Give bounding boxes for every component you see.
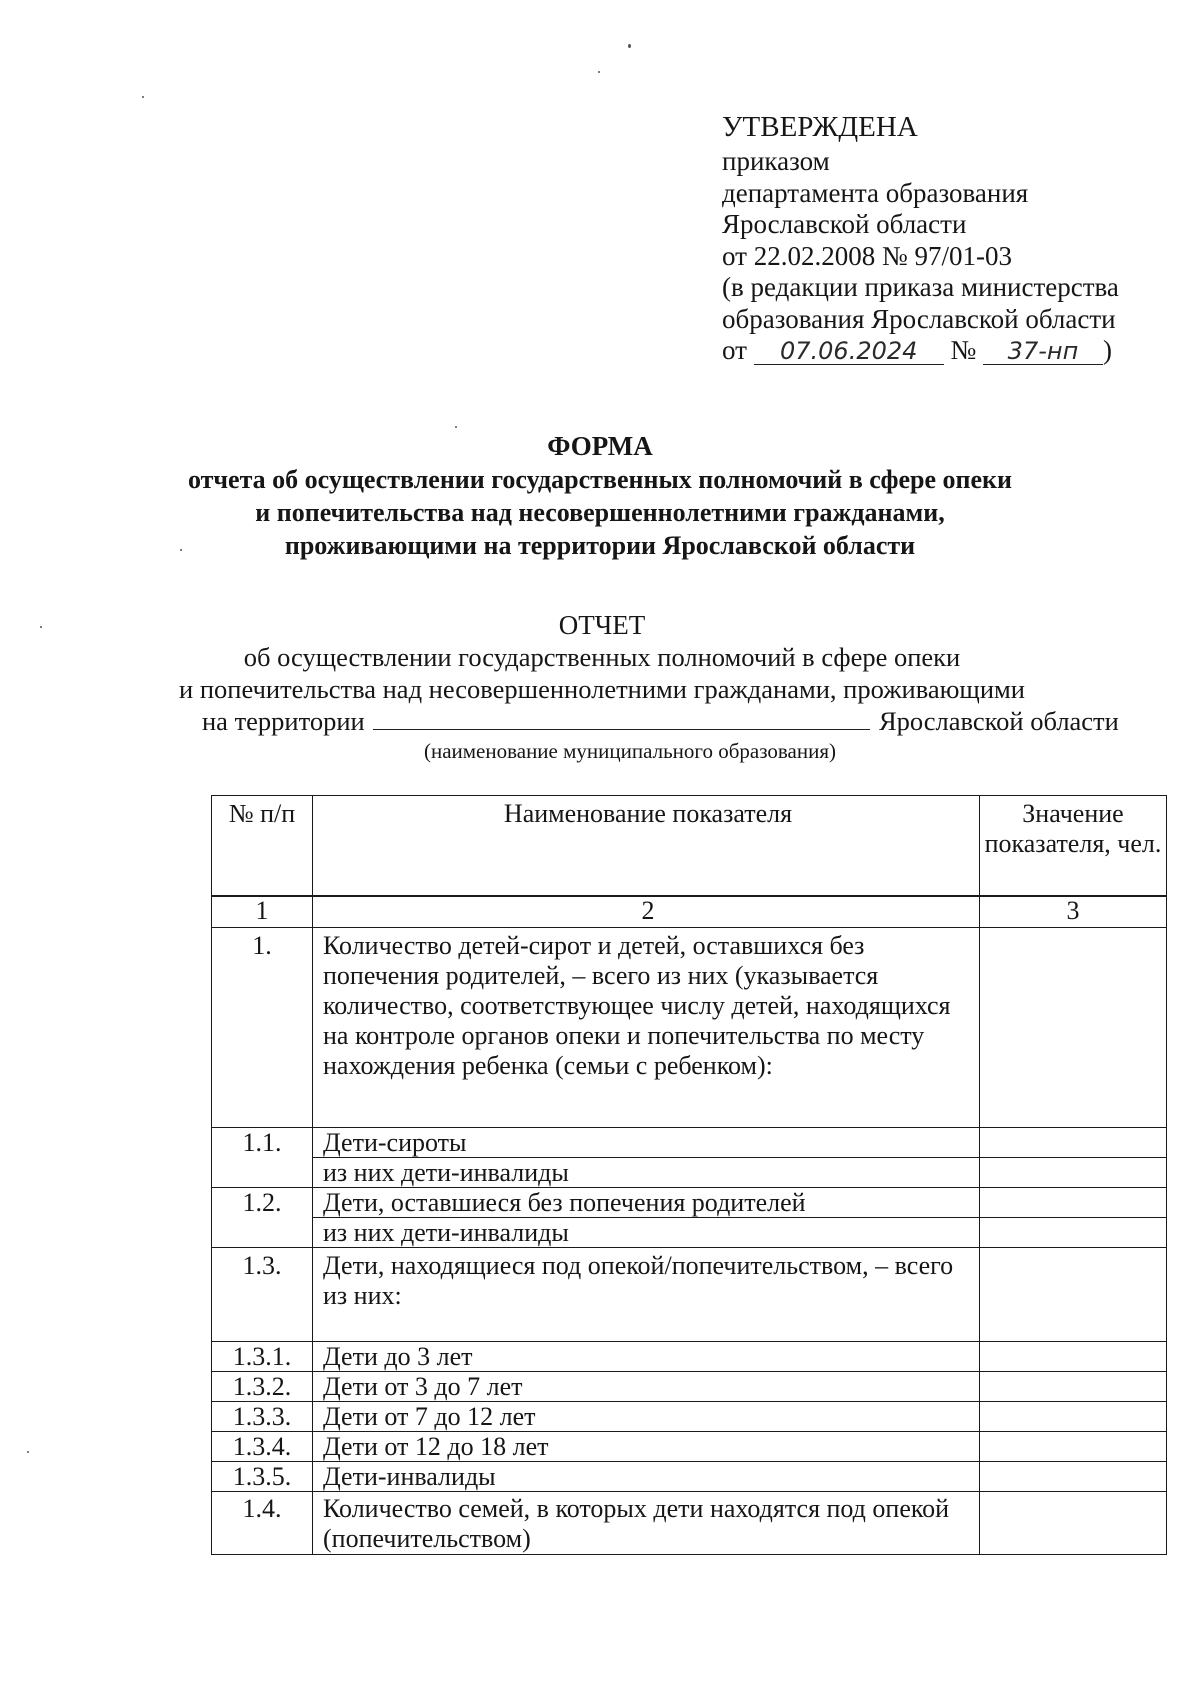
table-index-row [212,896,1167,928]
municipality-blank-field[interactable] [373,705,870,730]
table-row [212,1128,1167,1158]
scan-speck [142,96,144,98]
territory-prefix: на территории [202,706,365,736]
row-num: 1.3. [212,1248,313,1342]
approval-revision-line [722,335,1172,367]
table-row [212,1158,1167,1188]
table-row [212,1432,1167,1462]
row-name: Дети от 7 до 12 лет [313,1402,980,1432]
form-title-line: и попечительства над несовершеннолетними гражданами, [255,498,945,527]
row-value-cell[interactable] [980,1372,1167,1402]
report-subtitle-line: об осуществлении государственных полномочий в сфере опеки [243,642,961,672]
index-cell: 1 [212,896,313,928]
approval-region: Ярославской области [722,209,967,239]
territory-suffix: Ярославской области [878,706,1119,736]
header-value: Значение показателя, чел. [980,796,1167,897]
row-name: Дети-инвалиды [313,1462,980,1492]
row-value-cell[interactable] [980,1158,1167,1188]
approval-stamp [722,108,1172,367]
row-name: Дети, находящиеся под опекой/попечительством, – всего из них: [313,1248,980,1342]
table-row [212,928,1167,1128]
row-value-cell[interactable] [980,1492,1167,1555]
row-name: Дети от 3 до 7 лет [313,1372,980,1402]
row-num: 1.3.3. [212,1402,313,1432]
row-name: Количество семей, в которых дети находятся под опекой (попечительством) [313,1492,980,1555]
row-value-cell[interactable] [980,1432,1167,1462]
handwritten-number: 37-нп [983,338,1103,365]
row-name: Дети, оставшиеся без попечения родителей [313,1188,980,1218]
row-value-cell[interactable] [980,1402,1167,1432]
row-name: из них дети-инвалиды [313,1218,980,1248]
municipality-hint: (наименование муниципального образования) [423,739,837,763]
row-value-cell[interactable] [980,1128,1167,1158]
form-title-line: отчета об осуществлении государственных полномочий в сфере опеки [187,465,1013,494]
table-row [212,1188,1167,1218]
row-num: 1.3.4. [212,1432,313,1462]
table-row [212,1462,1167,1492]
scan-speck [628,44,631,48]
header-num: № п/п [212,796,313,897]
header-name: Наименование показателя [313,796,980,897]
scan-speck [40,626,42,628]
approval-department: департамента образования [722,177,1029,208]
table-row [212,1372,1167,1402]
table-row [212,1402,1167,1432]
row-value-cell[interactable] [980,928,1167,1128]
row-num: 1.2. [212,1188,313,1248]
row-num: 1.1. [212,1128,313,1188]
scan-speck [455,426,457,428]
index-cell: 3 [980,896,1167,928]
report-title: ОТЧЕТ [558,610,646,640]
row-value-cell[interactable] [980,1248,1167,1342]
row-num: 1.4. [212,1492,313,1555]
close-paren: ) [1102,335,1112,365]
approval-order-date: от 22.02.2008 № 97/01-03 [722,240,1012,271]
report-territory-line [202,705,1200,737]
number-label: № [950,335,977,365]
row-name: Количество детей-сирот и детей, оставшихся без попечения родителей, – всего из них (указывается количество, соответствующее числу детей, находящихся на контроле органов опеки и попечительства по месту нахождения ребенка (семьи с ребенком): [313,928,980,1128]
table-row [212,1248,1167,1342]
scan-speck [27,1451,29,1453]
approved-label: УТВЕРЖДЕНА [722,111,918,143]
row-value-cell[interactable] [980,1188,1167,1218]
form-title-heading: ФОРМА [547,431,653,461]
row-num: 1.3.5. [212,1462,313,1492]
table-row [212,1218,1167,1248]
row-name: Дети-сироты [313,1128,980,1158]
table-row [212,1492,1167,1555]
index-cell: 2 [313,896,980,928]
report-table [211,795,1167,1555]
row-name: Дети от 12 до 18 лет [313,1432,980,1462]
approval-order-label: приказом [722,146,830,176]
row-name: из них дети-инвалиды [313,1158,980,1188]
form-title-line: проживающими на территории Ярославской области [284,531,916,560]
approval-ministry: образования Ярославской области [722,303,1116,334]
handwritten-date: 07.06.2024 [754,338,944,365]
approval-revision-note: (в редакции приказа министерства [722,272,1119,302]
scan-speck [598,71,600,73]
table-header-row [212,796,1167,897]
table-row [212,1342,1167,1372]
row-num: 1.3.2. [212,1372,313,1402]
report-subtitle-line: и попечительства над несовершеннолетними гражданами, проживающими [179,674,1025,704]
row-name: Дети до 3 лет [313,1342,980,1372]
row-value-cell[interactable] [980,1218,1167,1248]
row-num: 1.3.1. [212,1342,313,1372]
from-label: от [722,335,747,365]
row-value-cell[interactable] [980,1462,1167,1492]
report-heading [150,609,1119,763]
form-title [150,430,1050,562]
row-num: 1. [212,928,313,1128]
row-value-cell[interactable] [980,1342,1167,1372]
